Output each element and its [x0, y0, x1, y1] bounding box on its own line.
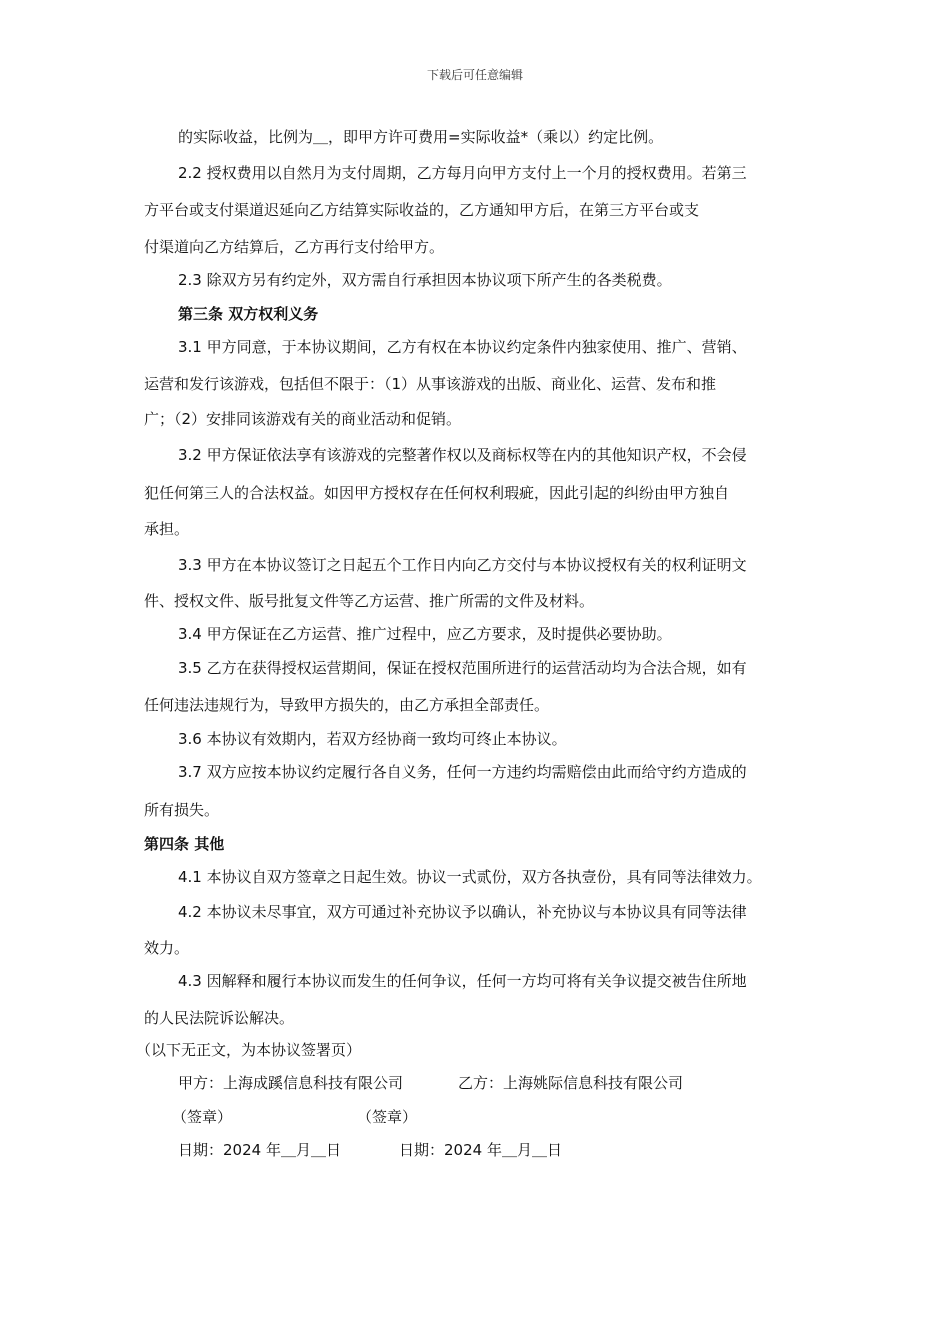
text-line: 3.5 乙方在获得授权运营期间，保证在授权范围所进行的运营活动均为合法合规，如有	[178, 659, 747, 677]
text-line: 所有损失。	[144, 801, 220, 819]
text-line: 4.3 因解释和履行本协议而发生的任何争议，任何一方均可将有关争议提交被告住所地	[178, 972, 747, 990]
section-heading: 第三条 双方权利义务	[178, 305, 319, 323]
party-b-name: 乙方：上海姚际信息科技有限公司	[458, 1074, 684, 1092]
text-line: 3.2 甲方保证依法享有该游戏的完整著作权以及商标权等在内的其他知识产权，不会侵	[178, 446, 747, 464]
text-line: 效力。	[144, 939, 190, 957]
party-a-seal: （签章）	[172, 1108, 233, 1126]
text-line: （以下无正文，为本协议签署页）	[136, 1041, 362, 1059]
text-line: 3.1 甲方同意，于本协议期间，乙方有权在本协议约定条件内独家使用、推广、营销、	[178, 338, 747, 356]
text-line: 运营和发行该游戏，包括但不限于：（1）从事该游戏的出版、商业化、运营、发布和推	[144, 375, 717, 393]
party-b-seal: （签章）	[357, 1108, 418, 1126]
page-header: 下载后可任意编辑	[426, 68, 523, 82]
text-line: 的人民法院诉讼解决。	[144, 1009, 295, 1027]
text-line: 犯任何第三人的合法权益。如因甲方授权存在任何权利瑕疵，因此引起的纠纷由甲方独自	[144, 484, 730, 502]
text-line: 3.3 甲方在本协议签订之日起五个工作日内向乙方交付与本协议授权有关的权利证明文	[178, 556, 747, 574]
text-line: 付渠道向乙方结算后，乙方再行支付给甲方。	[144, 238, 445, 256]
text-line: 的实际收益，比例为＿，即甲方许可费用=实际收益*（乘以）约定比例。	[178, 128, 664, 146]
text-line: 2.2 授权费用以自然月为支付周期，乙方每月向甲方支付上一个月的授权费用。若第三	[178, 164, 747, 182]
text-line: 2.3 除双方另有约定外，双方需自行承担因本协议项下所产生的各类税费。	[178, 271, 672, 289]
party-a-date: 日期：2024 年＿月＿日	[178, 1141, 341, 1159]
text-line: 3.6 本协议有效期内，若双方经协商一致均可终止本协议。	[178, 730, 567, 748]
text-line: 方平台或支付渠道迟延向乙方结算实际收益的，乙方通知甲方后，在第三方平台或支	[144, 201, 700, 219]
party-b-date: 日期：2024 年＿月＿日	[399, 1141, 562, 1159]
text-line: 承担。	[144, 520, 190, 538]
text-line: 4.2 本协议未尽事宜，双方可通过补充协议予以确认，补充协议与本协议具有同等法律	[178, 903, 747, 921]
section-heading: 第四条 其他	[144, 835, 225, 853]
text-line: 3.4 甲方保证在乙方运营、推广过程中，应乙方要求，及时提供必要协助。	[178, 625, 672, 643]
text-line: 广；（2）安排同该游戏有关的商业活动和促销。	[144, 410, 462, 428]
text-line: 件、授权文件、版号批复文件等乙方运营、推广所需的文件及材料。	[144, 592, 595, 610]
party-a-name: 甲方：上海成蹊信息科技有限公司	[178, 1074, 404, 1092]
text-line: 3.7 双方应按本协议约定履行各自义务，任何一方违约均需赔偿由此而给守约方造成的	[178, 763, 747, 781]
text-line: 任何违法违规行为，导致甲方损失的，由乙方承担全部责任。	[144, 696, 550, 714]
text-line: 4.1 本协议自双方签章之日起生效。协议一式贰份，双方各执壹份，具有同等法律效力。	[178, 868, 762, 886]
